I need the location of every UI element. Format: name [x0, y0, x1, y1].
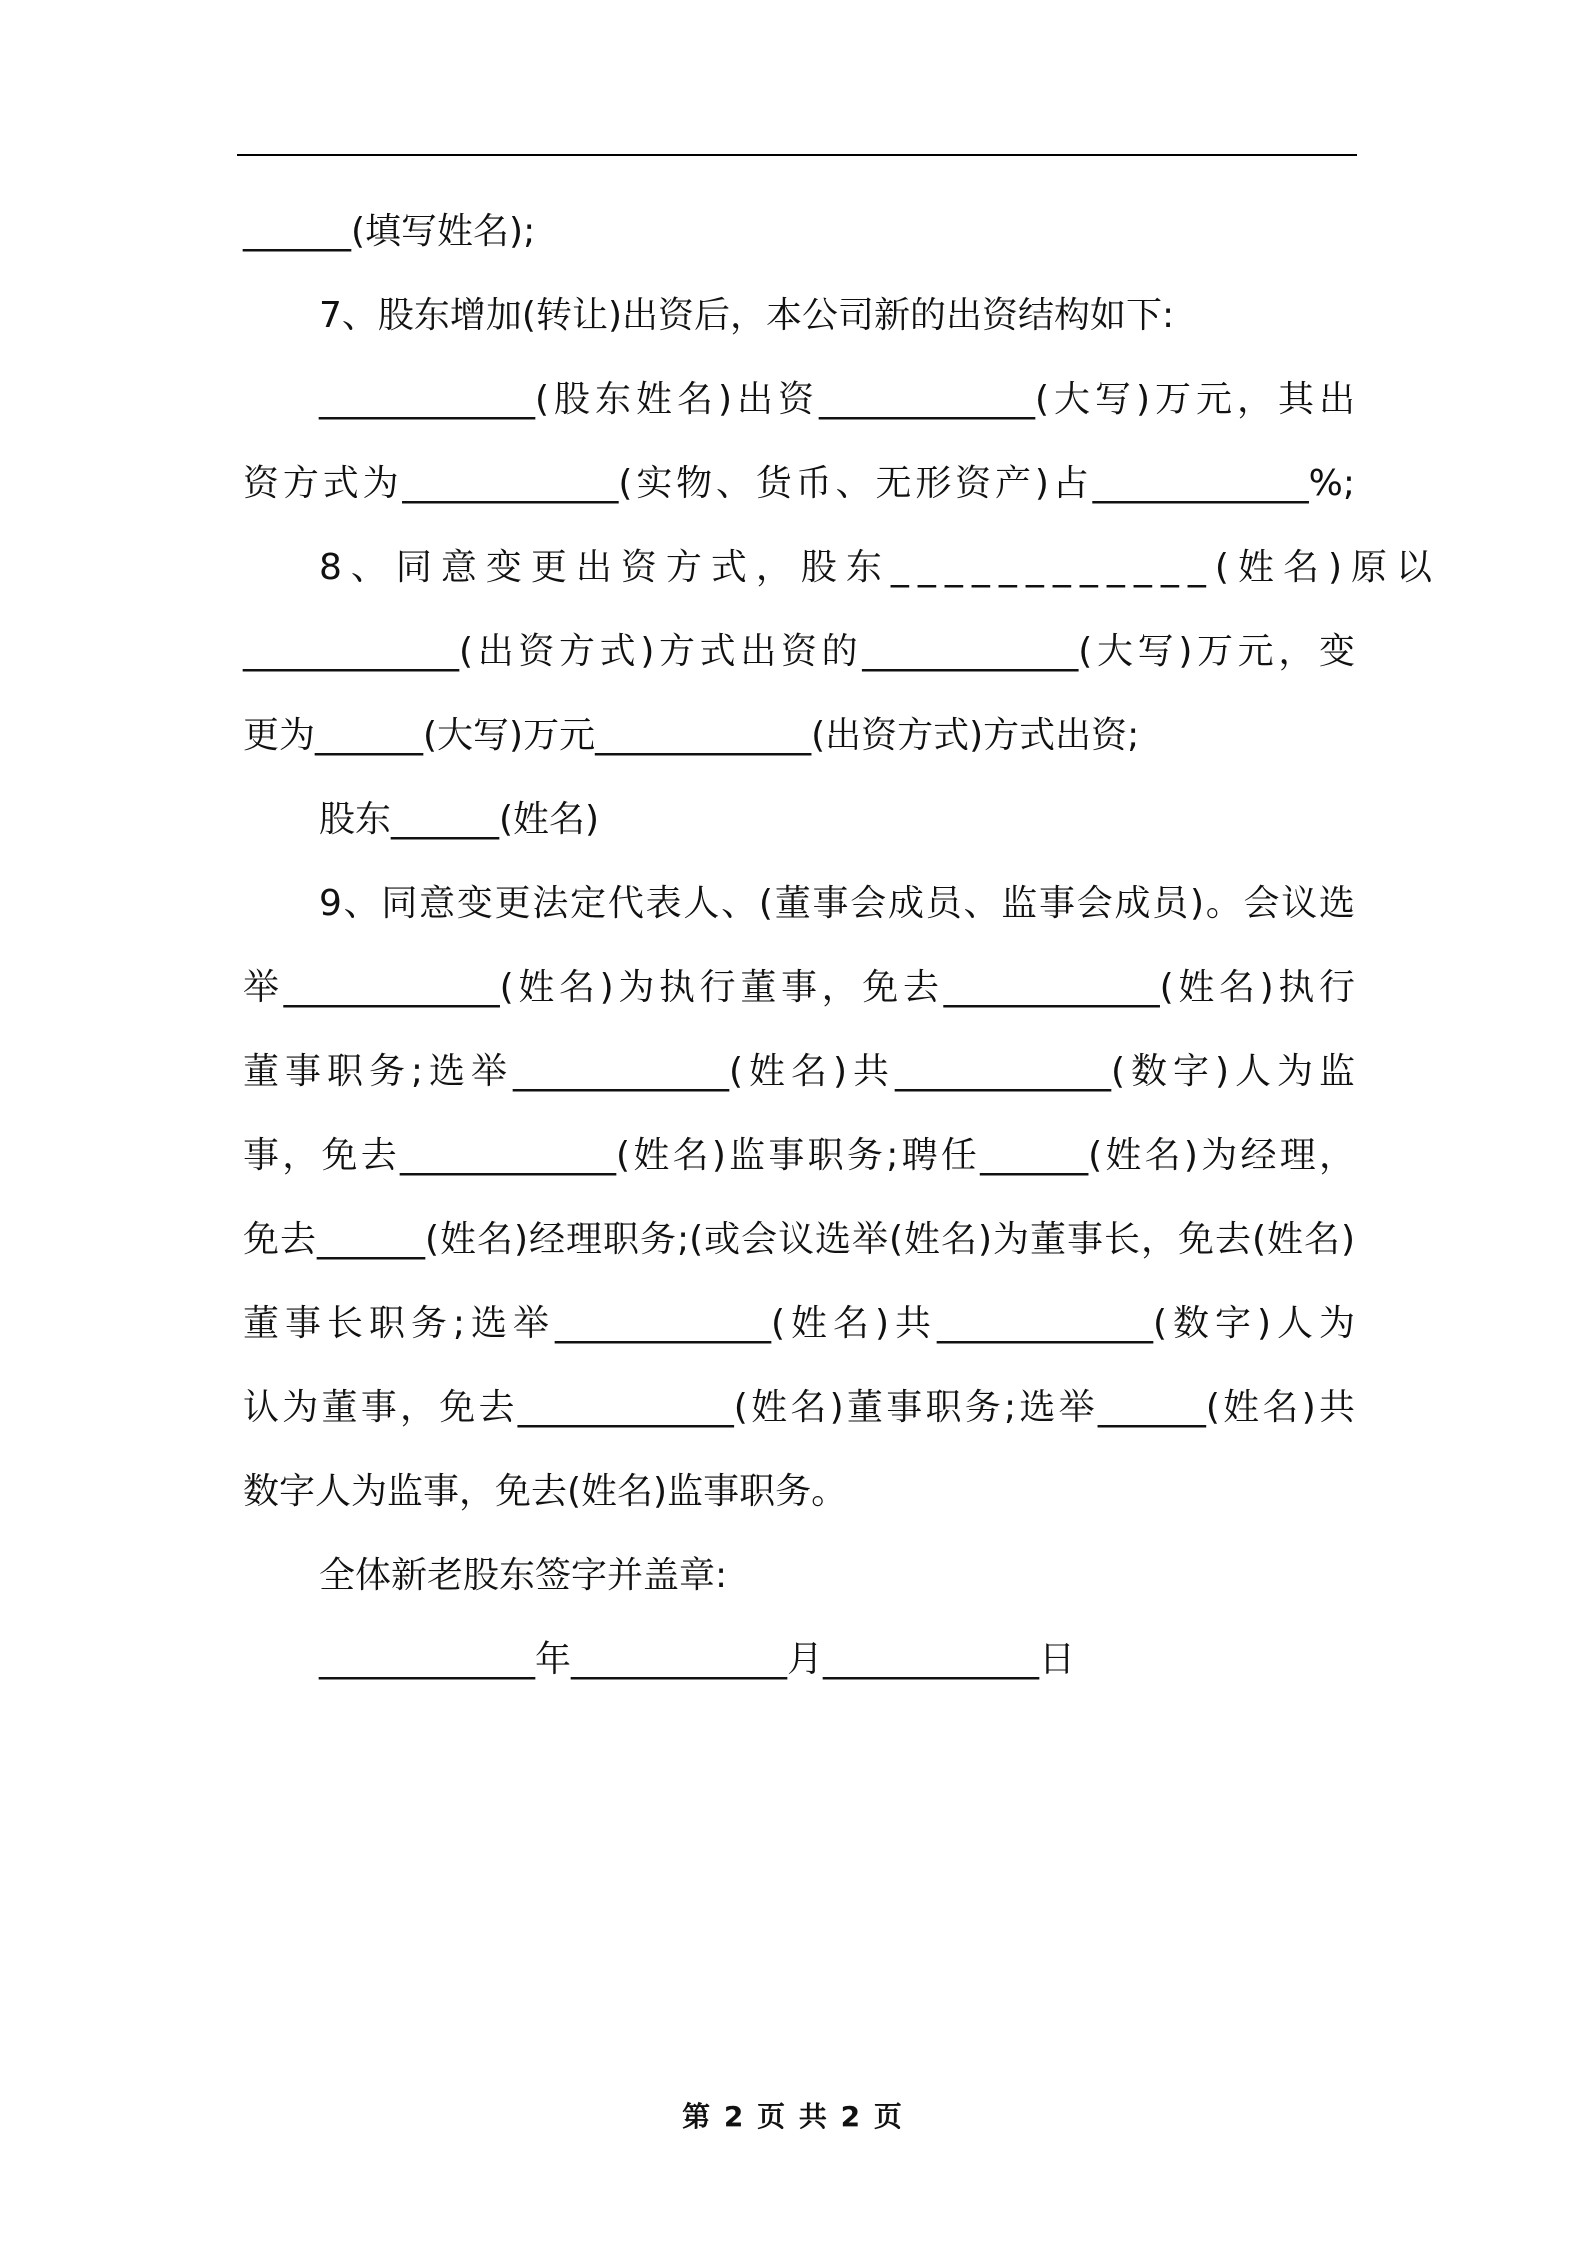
- text-line: 免去______(姓名)经理职务;(或会议选举(姓名)为董事长，免去(姓名): [243, 1219, 1355, 1260]
- text-line: ____________(出资方式)方式出资的____________(大写)万元，变: [243, 631, 1355, 672]
- text-line: ____________年____________月____________日: [319, 1639, 1075, 1680]
- text-line: ______(填写姓名);: [243, 211, 536, 252]
- text-line: ____________(股东姓名)出资____________(大写)万元，其出: [319, 379, 1355, 420]
- text-line: 事，免去____________(姓名)监事职务;聘任______(姓名)为经理，: [243, 1135, 1355, 1176]
- text-line: 8、同意变更出资方式，股东____________(姓名)原以: [319, 547, 1441, 588]
- text-line: 数字人为监事，免去(姓名)监事职务。: [243, 1471, 848, 1512]
- text-line: 资方式为____________(实物、货币、无形资产)占____________%;: [243, 463, 1355, 504]
- text-line: 更为______(大写)万元____________(出资方式)方式出资;: [243, 715, 1140, 756]
- text-line: 股东______(姓名): [319, 799, 600, 840]
- text-line: 认为董事，免去____________(姓名)董事职务;选举______(姓名)共: [243, 1387, 1355, 1428]
- text-line: 全体新老股东签字并盖章:: [319, 1555, 728, 1596]
- page-footer: 第 2 页 共 2 页: [682, 2100, 904, 2133]
- text-line: 董事职务;选举____________(姓名)共____________(数字)人为监: [243, 1051, 1355, 1092]
- text-line: 董事长职务;选举____________(姓名)共____________(数字)人为: [243, 1303, 1355, 1344]
- text-line: 举____________(姓名)为执行董事，免去____________(姓名)执行: [243, 967, 1355, 1008]
- document-body: [243, 190, 1441, 1702]
- header-rule: [237, 154, 1357, 156]
- text-line: 9、同意变更法定代表人、(董事会成员、监事会成员)。会议选: [319, 883, 1355, 924]
- text-line: 7、股东增加(转让)出资后，本公司新的出资结构如下:: [319, 295, 1175, 336]
